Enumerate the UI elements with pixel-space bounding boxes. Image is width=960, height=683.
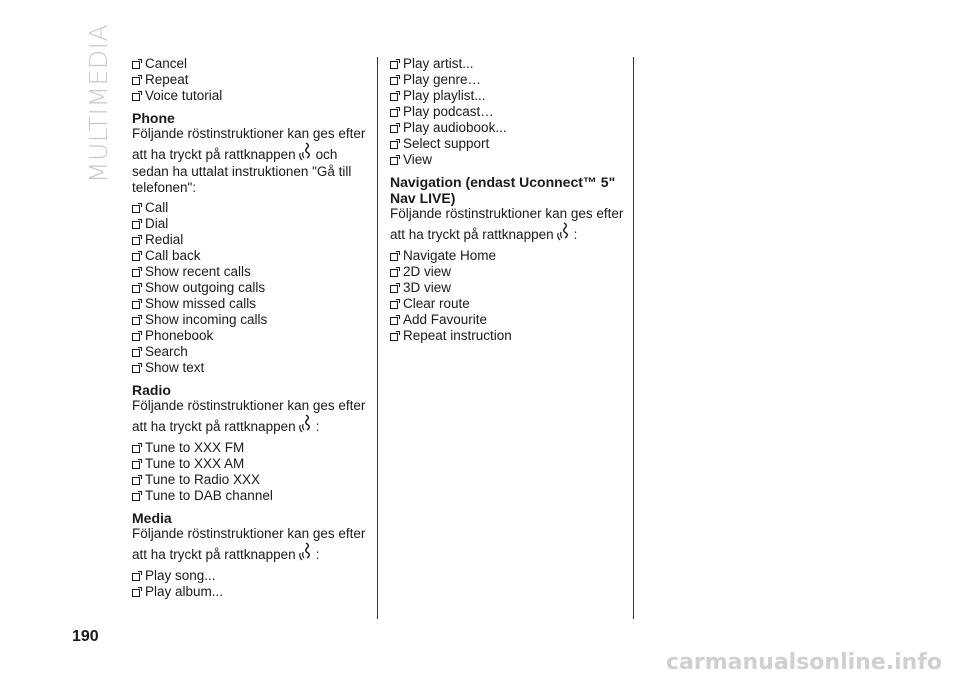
list-item: [132, 344, 365, 360]
bullet-icon: [390, 109, 398, 117]
bullet-icon: [132, 461, 140, 469]
bullet-icon: [132, 445, 140, 453]
bullet-icon: [132, 77, 140, 85]
bullet-icon: [132, 93, 140, 101]
list-item: [390, 280, 623, 296]
list-item-label: Repeat: [145, 72, 189, 87]
list-item-label: Clear route: [403, 296, 470, 311]
bullet-icon: [132, 205, 140, 213]
bullet-icon: [132, 221, 140, 229]
list-item: [132, 56, 365, 72]
navigation-heading: Navigation (endast Uconnect™ 5" Nav LIVE): [390, 174, 616, 206]
list-item: [132, 232, 365, 248]
list-item: [390, 152, 623, 168]
phone-items-list: [132, 200, 365, 376]
bullet-icon: [132, 61, 140, 69]
list-item: [132, 200, 365, 216]
radio-intro: Följande röstinstruktioner kan ges efter att ha tryckt på rattknappen :: [132, 398, 366, 434]
bullet-icon: [132, 493, 140, 501]
list-item-label: Play genre…: [403, 72, 482, 87]
bullet-icon: [390, 157, 398, 165]
list-item-label: Call back: [145, 248, 201, 263]
radio-heading: Radio: [132, 382, 171, 398]
top-items-list: [132, 56, 365, 104]
list-item-label: View: [403, 152, 433, 167]
list-item: [132, 264, 365, 280]
bullet-icon: [390, 285, 398, 293]
list-item: [390, 72, 623, 88]
list-item: [132, 440, 365, 456]
navigation-intro: Följande röstinstruktioner kan ges efter att ha tryckt på rattknappen :: [390, 206, 624, 242]
bullet-icon: [390, 141, 398, 149]
list-item: [132, 328, 365, 344]
media-heading: Media: [132, 510, 172, 526]
list-item: [132, 296, 365, 312]
list-item-label: Redial: [145, 232, 184, 247]
list-item: [132, 456, 365, 472]
bullet-icon: [390, 301, 398, 309]
voice-command-icon: [298, 414, 314, 434]
section-title: MULTIMEDIA: [84, 23, 113, 183]
bullet-icon: [390, 333, 398, 341]
list-item-label: Play audiobook...: [403, 120, 507, 135]
list-item-label: Play song...: [145, 568, 216, 583]
list-item-label: Play album...: [145, 584, 224, 599]
bullet-icon: [390, 269, 398, 277]
list-item-label: Show recent calls: [145, 264, 251, 279]
voice-command-icon: [298, 542, 314, 562]
bullet-icon: [132, 477, 140, 485]
bullet-icon: [390, 61, 398, 69]
list-item: [390, 296, 623, 312]
list-item-label: Dial: [145, 216, 169, 231]
list-item-label: Tune to DAB channel: [145, 488, 273, 503]
list-item-label: Tune to XXX FM: [145, 440, 245, 455]
bullet-icon: [132, 253, 140, 261]
list-item-label: Repeat instruction: [403, 328, 512, 343]
list-item: [390, 104, 623, 120]
list-item-label: Tune to XXX AM: [145, 456, 245, 471]
list-item-label: Show text: [145, 360, 205, 375]
list-item: [390, 136, 623, 152]
list-item-label: Phonebook: [145, 328, 214, 343]
list-item: [390, 312, 623, 328]
list-item-label: Add Favourite: [403, 312, 488, 327]
list-item: [132, 568, 365, 584]
media-items-list: [132, 568, 365, 600]
list-item-label: Voice tutorial: [145, 88, 223, 103]
list-item-label: Call: [145, 200, 169, 215]
navigation-items-list: [390, 248, 623, 344]
voice-command-icon: [298, 142, 314, 162]
bullet-icon: [390, 93, 398, 101]
bullet-icon: [132, 573, 140, 581]
bullet-icon: [390, 317, 398, 325]
list-item-label: Search: [145, 344, 188, 359]
media-intro: Följande röstinstruktioner kan ges efter att ha tryckt på rattknappen :: [132, 526, 366, 562]
bullet-icon: [390, 125, 398, 133]
list-item: [132, 72, 365, 88]
list-item: [390, 120, 623, 136]
media-more-items-list: [390, 56, 623, 168]
list-item: [390, 56, 623, 72]
list-item-label: 3D view: [403, 280, 452, 295]
list-item: [390, 264, 623, 280]
list-item: [132, 88, 365, 104]
list-item: [132, 488, 365, 504]
bullet-icon: [390, 253, 398, 261]
list-item: [132, 312, 365, 328]
list-item-label: Select support: [403, 136, 490, 151]
list-item-label: Show outgoing calls: [145, 280, 266, 295]
phone-heading: Phone: [132, 110, 175, 126]
list-item: [390, 248, 623, 264]
list-item-label: Play playlist...: [403, 88, 486, 103]
list-item: [132, 360, 365, 376]
bullet-icon: [132, 365, 140, 373]
bullet-icon: [132, 301, 140, 309]
page-number: 190: [72, 628, 99, 645]
bullet-icon: [132, 589, 140, 597]
list-item-label: Navigate Home: [403, 248, 497, 263]
list-item: [390, 88, 623, 104]
bullet-icon: [132, 333, 140, 341]
voice-command-icon: [556, 222, 572, 242]
list-item-label: Show incoming calls: [145, 312, 268, 327]
list-item-label: Play podcast…: [403, 104, 494, 119]
list-item-label: Cancel: [145, 56, 188, 71]
list-item-label: Play artist...: [403, 56, 474, 71]
list-item-label: Tune to Radio XXX: [145, 472, 261, 487]
list-item-label: Show missed calls: [145, 296, 257, 311]
list-item: [132, 248, 365, 264]
list-item-label: 2D view: [403, 264, 452, 279]
column-2: [390, 56, 623, 344]
list-item: [132, 472, 365, 488]
phone-intro: Följande röstinstruktioner kan ges efter att ha tryckt på rattknappen och sedan ha uttalat instruktionen "Gå till telefonen":: [132, 126, 366, 195]
radio-items-list: [132, 440, 365, 504]
list-item: [132, 584, 365, 600]
bullet-icon: [132, 349, 140, 357]
bullet-icon: [132, 269, 140, 277]
bullet-icon: [132, 317, 140, 325]
list-item: [390, 328, 623, 344]
column-divider-right: [633, 57, 634, 619]
column-divider-left: [377, 57, 378, 619]
bullet-icon: [390, 77, 398, 85]
watermark: carmanualsonline.info: [666, 650, 942, 675]
bullet-icon: [132, 285, 140, 293]
column-1: [132, 56, 365, 600]
bullet-icon: [132, 237, 140, 245]
list-item: [132, 216, 365, 232]
list-item: [132, 280, 365, 296]
